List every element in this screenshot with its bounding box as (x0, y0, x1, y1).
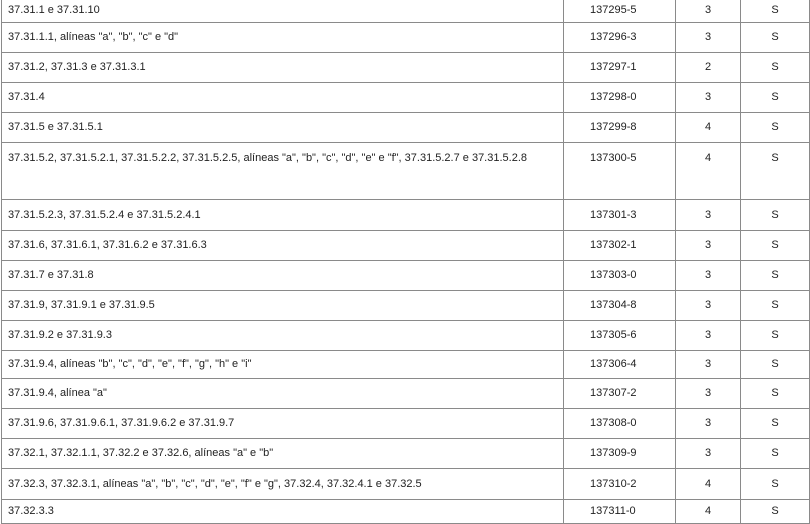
infraction-code-cell: 137308-0 (564, 409, 676, 439)
item-reference-cell: 37.31.5 e 37.31.5.1 (2, 113, 564, 143)
type-cell: S (741, 439, 810, 469)
type-cell: S (741, 113, 810, 143)
type-cell: S (741, 469, 810, 500)
table-row (2, 231, 810, 261)
type-cell: S (741, 231, 810, 261)
type-cell: S (741, 0, 810, 23)
points-cell: 3 (676, 409, 741, 439)
table-row (2, 83, 810, 113)
item-reference-cell: 37.31.9.6, 37.31.9.6.1, 37.31.9.6.2 e 37.31.9.7 (2, 409, 564, 439)
table-row (2, 469, 810, 500)
infraction-code-cell: 137295-5 (564, 0, 676, 23)
table-row (2, 291, 810, 321)
points-cell: 4 (676, 143, 741, 200)
table-row (2, 261, 810, 291)
points-cell: 3 (676, 379, 741, 409)
table-row (2, 143, 810, 200)
item-reference-cell: 37.31.9, 37.31.9.1 e 37.31.9.5 (2, 291, 564, 321)
table-row (2, 200, 810, 231)
points-cell: 4 (676, 113, 741, 143)
item-reference-cell: 37.31.1 e 37.31.10 (2, 0, 564, 23)
infraction-code-cell: 137309-9 (564, 439, 676, 469)
infractions-table (1, 0, 810, 524)
points-cell: 3 (676, 291, 741, 321)
item-reference-cell: 37.31.2, 37.31.3 e 37.31.3.1 (2, 53, 564, 83)
item-reference-cell: 37.31.1.1, alíneas "a", "b", "c" e "d" (2, 23, 564, 53)
item-reference-cell: 37.31.4 (2, 83, 564, 113)
infraction-code-cell: 137301-3 (564, 200, 676, 231)
item-reference-cell: 37.32.1, 37.32.1.1, 37.32.2 e 37.32.6, alíneas "a" e "b" (2, 439, 564, 469)
points-cell: 4 (676, 469, 741, 500)
infraction-code-cell: 137299-8 (564, 113, 676, 143)
type-cell: S (741, 379, 810, 409)
table-row (2, 23, 810, 53)
table-row (2, 321, 810, 351)
points-cell: 3 (676, 261, 741, 291)
points-cell: 3 (676, 83, 741, 113)
type-cell: S (741, 351, 810, 379)
type-cell: S (741, 83, 810, 113)
item-reference-cell: 37.31.6, 37.31.6.1, 37.31.6.2 e 37.31.6.3 (2, 231, 564, 261)
points-cell: 3 (676, 351, 741, 379)
type-cell: S (741, 321, 810, 351)
infraction-code-cell: 137302-1 (564, 231, 676, 261)
points-cell: 3 (676, 439, 741, 469)
table-row (2, 439, 810, 469)
item-reference-cell: 37.32.3.3 (2, 500, 564, 524)
item-reference-cell: 37.31.7 e 37.31.8 (2, 261, 564, 291)
points-cell: 3 (676, 23, 741, 53)
item-reference-cell: 37.31.5.2.3, 37.31.5.2.4 e 37.31.5.2.4.1 (2, 200, 564, 231)
type-cell: S (741, 143, 810, 200)
infraction-code-cell: 137311-0 (564, 500, 676, 524)
type-cell: S (741, 500, 810, 524)
table-row (2, 351, 810, 379)
type-cell: S (741, 23, 810, 53)
infraction-code-cell: 137300-5 (564, 143, 676, 200)
points-cell: 3 (676, 200, 741, 231)
infraction-code-cell: 137310-2 (564, 469, 676, 500)
points-cell: 3 (676, 231, 741, 261)
points-cell: 3 (676, 0, 741, 23)
type-cell: S (741, 261, 810, 291)
type-cell: S (741, 409, 810, 439)
infraction-code-cell: 137296-3 (564, 23, 676, 53)
item-reference-cell: 37.31.9.4, alínea "a" (2, 379, 564, 409)
table-row (2, 500, 810, 524)
points-cell: 2 (676, 53, 741, 83)
type-cell: S (741, 200, 810, 231)
infraction-code-cell: 137304-8 (564, 291, 676, 321)
points-cell: 3 (676, 321, 741, 351)
points-cell: 4 (676, 500, 741, 524)
infraction-code-cell: 137297-1 (564, 53, 676, 83)
item-reference-cell: 37.31.9.2 e 37.31.9.3 (2, 321, 564, 351)
table-row (2, 409, 810, 439)
infraction-code-cell: 137306-4 (564, 351, 676, 379)
table-row (2, 113, 810, 143)
infraction-code-cell: 137303-0 (564, 261, 676, 291)
infraction-code-cell: 137305-6 (564, 321, 676, 351)
infraction-code-cell: 137298-0 (564, 83, 676, 113)
table-row (2, 379, 810, 409)
type-cell: S (741, 53, 810, 83)
item-reference-cell: 37.31.9.4, alíneas "b", "c", "d", "e", "f", "g", "h" e "i" (2, 351, 564, 379)
type-cell: S (741, 291, 810, 321)
table-row (2, 53, 810, 83)
item-reference-cell: 37.32.3, 37.32.3.1, alíneas "a", "b", "c", "d", "e", "f" e "g", 37.32.4, 37.32.4.1 e 37.32.5 (2, 469, 564, 500)
infraction-code-cell: 137307-2 (564, 379, 676, 409)
table-row (2, 0, 810, 23)
item-reference-cell: 37.31.5.2, 37.31.5.2.1, 37.31.5.2.2, 37.31.5.2.5, alíneas "a", "b", "c", "d", "e" e "f", 37.31.5.2.7 e 37.31.5.2.8 (2, 143, 564, 200)
